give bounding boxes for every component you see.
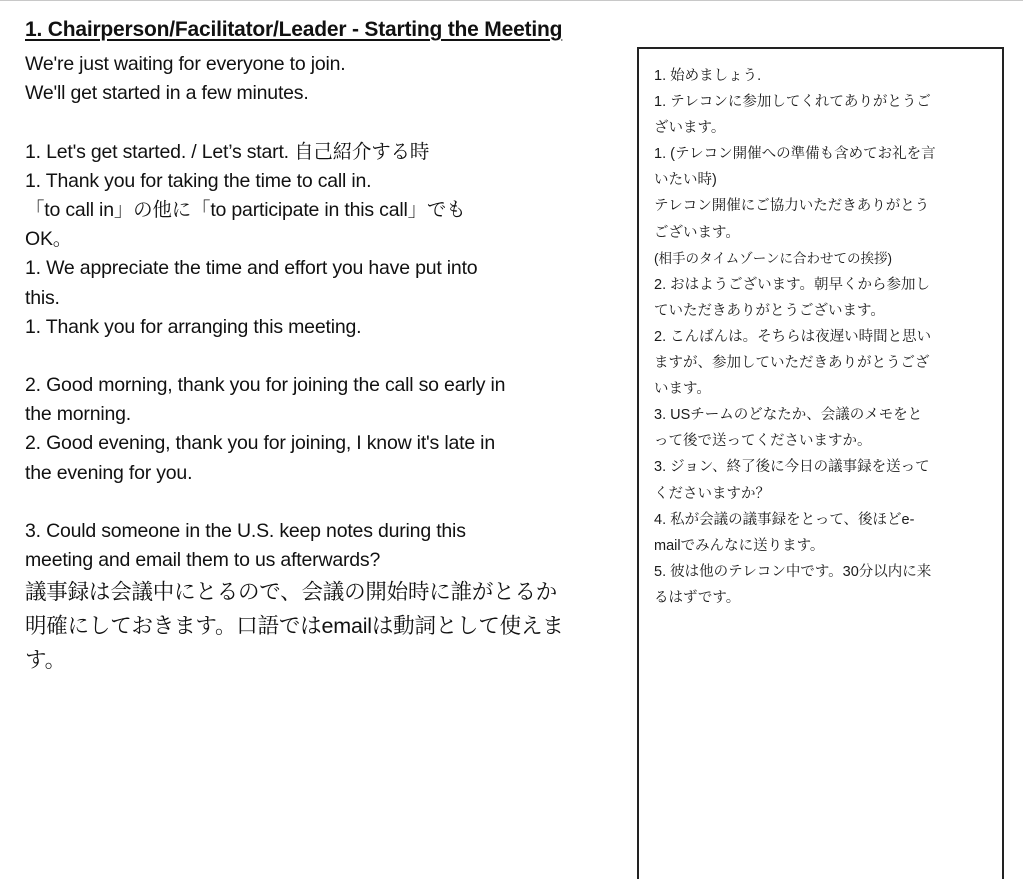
phrase-line: 1. Thank you for taking the time to call in. [25,169,372,192]
note-line: 議事録は会議中にとるので、会議の開始時に誰がとるか [25,580,558,605]
blank-line [25,342,625,371]
phrase-line: this. [25,286,60,309]
translation-line: 5. 彼は他のテレコン中です。30分以内に来 [654,563,932,580]
translation-line: いたい時) [654,172,717,189]
top-divider [0,0,1023,1]
note-line: 「to call in」の他に「to participate in this call」でも [25,198,466,221]
phrase-line: the morning. [25,403,131,426]
translation-line: テレコン開催にご協力いただきありがとう [654,198,930,215]
translation-line: mailでみんなに送ります。 [654,537,825,554]
translation-line: 2. おはようございます。朝早くから参加し [654,276,930,293]
translation-line: ていただきありがとうございます。 [654,302,885,319]
phrase-line: meeting and email them to us afterwards? [25,549,381,572]
translation-line: 2. こんばんは。そちらは夜遅い時間と思い [654,328,932,345]
note-line: 明確にしておきます。口語ではemailは動詞として使えま [25,614,564,639]
translation-line: るはずです。 [654,589,741,606]
phrase-line: 2. Good morning, thank you for joining the call so early in [25,374,506,397]
section-title: 1. Chairperson/Facilitator/Leader - Starting the Meeting [25,18,563,41]
translation-line: 1. (テレコン開催への準備も含めてお礼を言 [654,146,936,163]
translation-line: 1. テレコンに参加してくれてありがとうご [654,94,931,111]
english-phrases-column [25,50,625,677]
note-line: OK。 [25,228,73,251]
note-line: す。 [25,648,66,673]
phrase-line: 1. We appreciate the time and effort you have put into [25,257,478,280]
translation-line: ざいます。 [654,120,726,137]
phrase-line: 1. Let's get started. / Let’s start. 自己紹介する時 [25,140,430,163]
translation-line: 3. USチームのどなたか、会議のメモをと [654,407,923,424]
phrase-line: We'll get started in a few minutes. [25,82,309,105]
blank-line [25,108,625,137]
phrase-line: 1. Thank you for arranging this meeting. [25,315,362,338]
blank-line [25,488,625,517]
translation-line: 4. 私が会議の議事録をとって、後ほどe- [654,511,915,528]
translation-line: ございます。 [654,224,740,241]
phrase-line: the evening for you. [25,461,193,484]
translation-line: くださいますか？ [654,485,770,502]
translation-line: 3. ジョン、終了後に今日の議事録を送って [654,459,930,476]
phrase-line: We're just waiting for everyone to join. [25,53,346,75]
phrase-line: 2. Good evening, thank you for joining, I know it's late in [25,432,495,455]
translation-line: います。 [654,381,711,398]
translation-line: ますが、参加していただきありがとうござ [654,355,930,372]
translation-line: って後で送ってくださいますか。 [654,433,872,450]
japanese-translations-column [654,63,994,611]
translation-line: (相手のタイムゾーンに合わせての挨拶) [654,250,892,266]
phrase-line: 3. Could someone in the U.S. keep notes during this [25,520,466,542]
translation-line: 1. 始めましょう. [654,68,762,84]
